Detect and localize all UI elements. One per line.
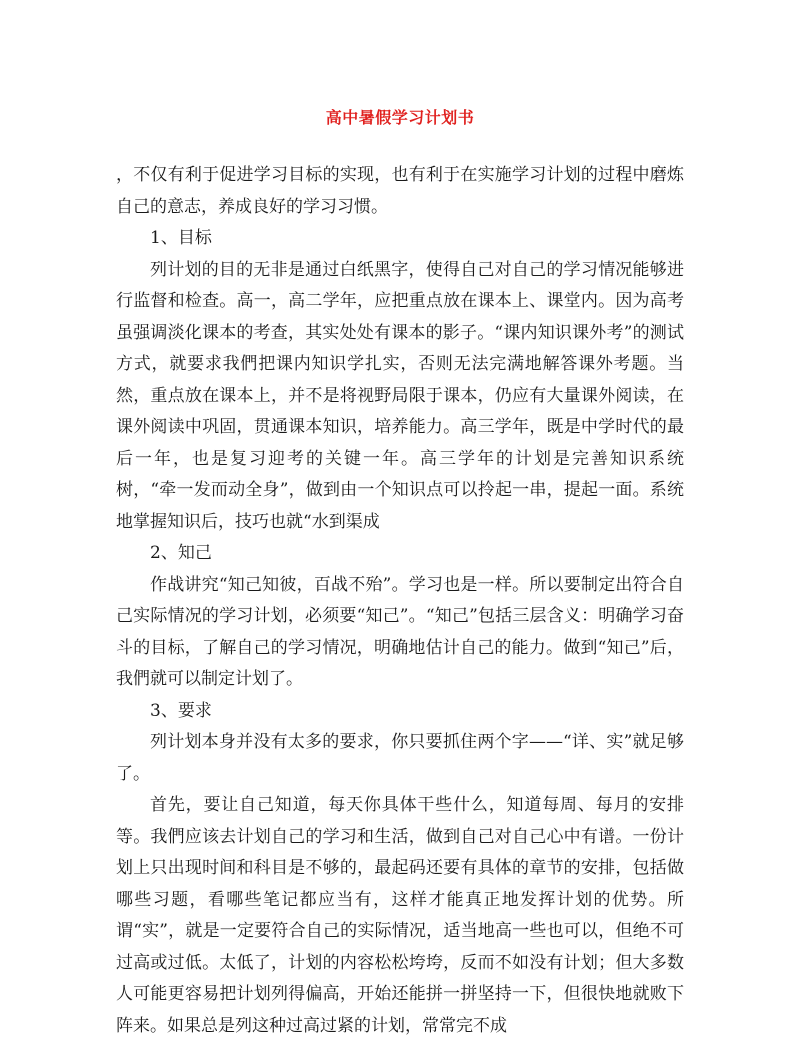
- section-heading-know-yourself: 2、知己: [150, 543, 212, 563]
- document-body: [116, 160, 684, 1042]
- paragraph-first: 首先，要让自己知道，每天你具体干些什么，知道每周、每月的安排等。我們应该去计划自己的学习和生活，做到自己对自己心中有谱。一份计划上只出现时间和科目是不够的，最起码还要有具体的章节的安排，包括做哪些习题，看哪些笔记都应当有，这样才能真正地发挥计划的优势。所谓“实”，就是一定要符合自己的实际情况，适当地高一些也可以，但绝不可过高或过低。太低了，计划的内容松松垮垮，反而不如没有计划；但大多数人可能更容易把计划列得偏高，开始还能拼一拼坚持一下，但很快地就败下阵来。如果总是列这种过高过紧的计划，常常完不成: [116, 795, 684, 1036]
- section-heading-goal: 1、目标: [150, 228, 212, 248]
- paragraph-intro: ，不仅有利于促进学习目标的实现，也有利于在实施学习计划的过程中磨炼自己的意志，养成良好的学习习惯。: [116, 165, 684, 217]
- document-title: 高中暑假学习计划书: [325, 108, 475, 127]
- section-heading-requirements: 3、要求: [150, 700, 212, 721]
- paragraph-requirements: 列计划本身并没有太多的要求，你只要抓住两个字——“详、实”就足够了。: [116, 732, 684, 784]
- paragraph-know-yourself: 作战讲究“知己知彼，百战不殆”。学习也是一样。所以要制定出符合自己实际情况的学习计划，必须要“知己”。“知己”包括三层含义：明确学习奋斗的目标，了解自己的学习情况，明确地估计自己的能力。做到“知己”后，我們就可以制定计划了。: [116, 574, 684, 689]
- paragraph-goal: 列计划的目的无非是通过白纸黑字，使得自己对自己的学习情况能够进行监督和检查。高一，高二学年，应把重点放在课本上、课堂内。因为高考虽强调淡化课本的考查，其实处处有课本的影子。“课内知识课外考”的测试方式，就要求我們把课内知识学扎实，否则无法完满地解答课外考题。当然，重点放在课本上，并不是将视野局限于课本，仍应有大量课外阅读，在课外阅读中巩固，贯通课本知识，培养能力。高三学年，既是中学时代的最后一年，也是复习迎考的关键一年。高三学年的计划是完善知识系统树，“牵一发而动全身”，做到由一个知识点可以拎起一串，提起一面。系统地掌握知识后，技巧也就“水到渠成: [116, 259, 684, 532]
